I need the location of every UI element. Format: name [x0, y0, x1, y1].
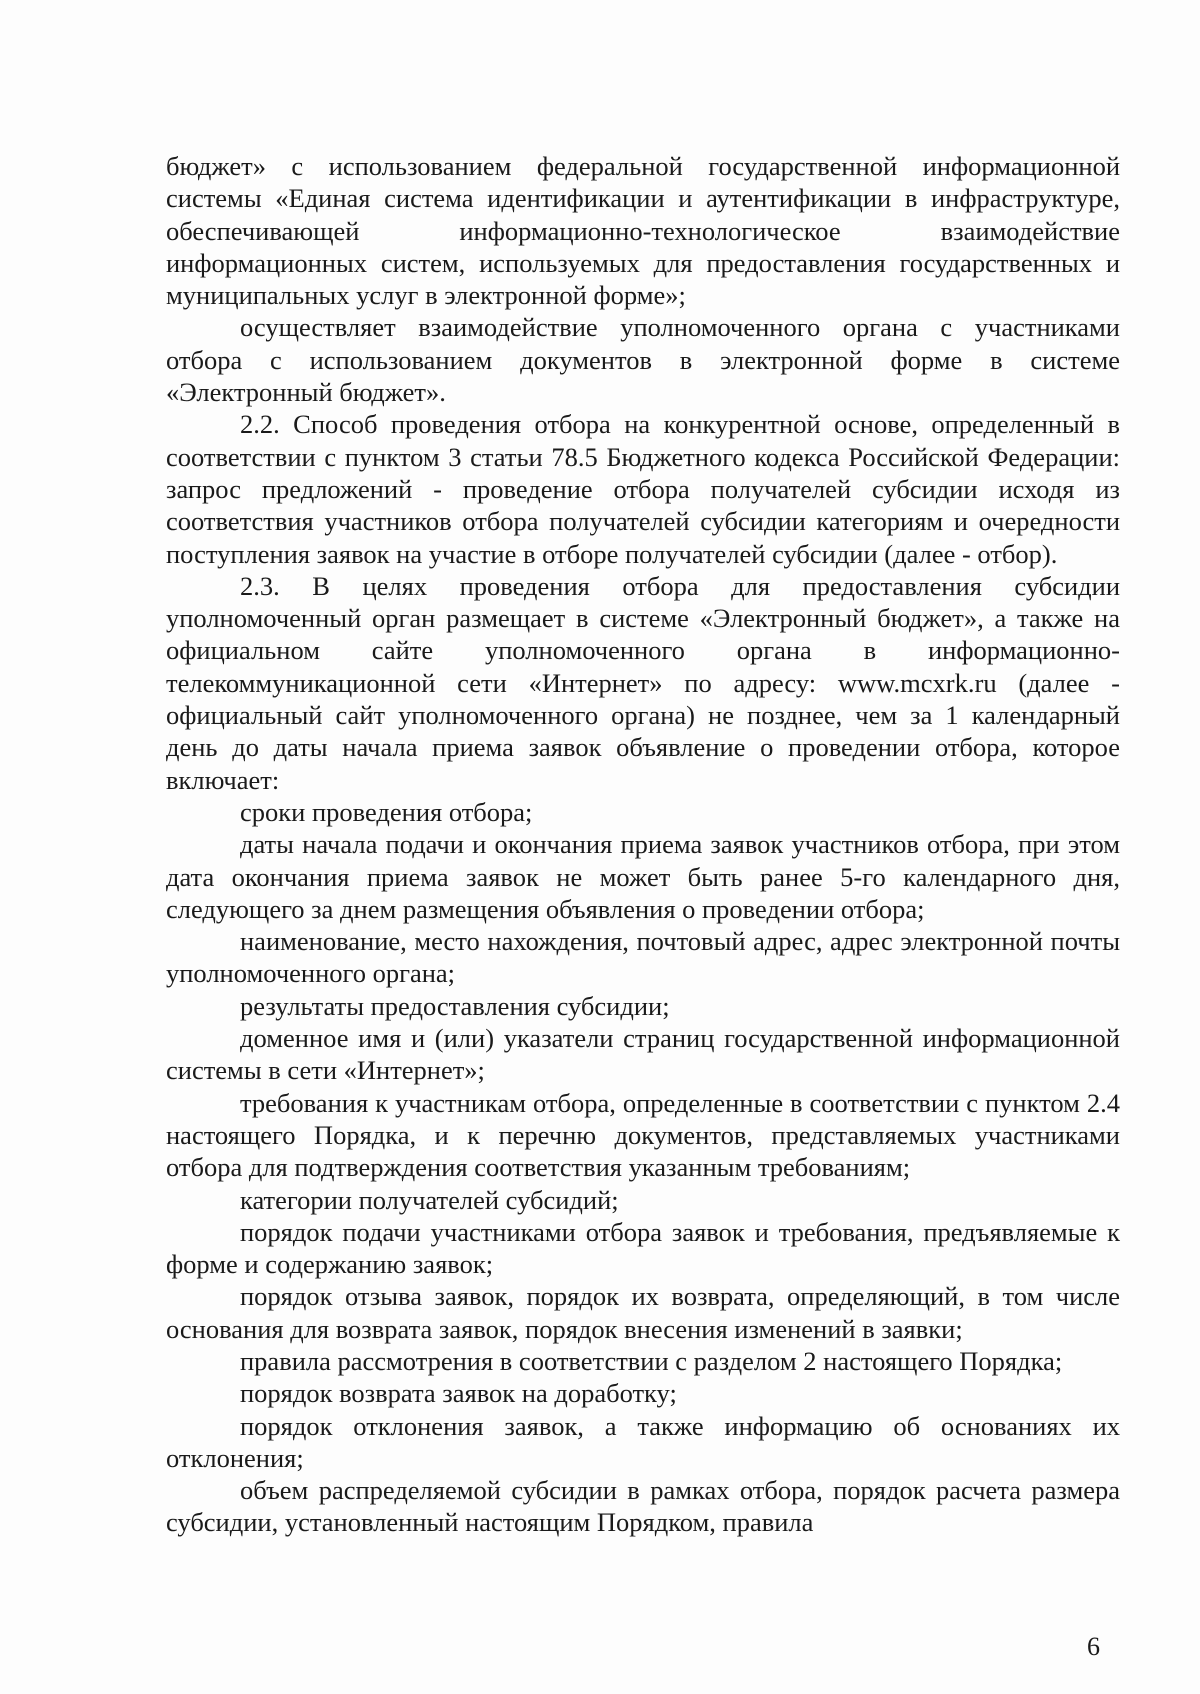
list-item-volume: объем распределяемой субсидии в рамках отбора, порядок расчета размера субсидии, установленный настоящим Порядком, правила	[166, 1475, 1120, 1538]
list-item-terms: сроки проведения отбора;	[240, 796, 533, 827]
list-item-requirements: требования к участникам отбора, определенные в соответствии с пунктом 2.4 настоящего Порядка, и к перечню документов, представляемых участниками отбора для подтверждения соответствия указанным требованиям;	[166, 1087, 1120, 1183]
list-item-domain: доменное имя и (или) указатели страниц государственной информационной системы в сети «Интернет»;	[166, 1023, 1120, 1086]
list-item-review-rules: правила рассмотрения в соответствии с разделом 2 настоящего Порядка;	[240, 1345, 1063, 1376]
list-item-results: результаты предоставления субсидии;	[240, 990, 670, 1021]
list-item-categories: категории получателей субсидий;	[240, 1184, 619, 1215]
list-item-withdrawal-order: порядок отзыва заявок, порядок их возврата, определяющий, в том числе основания для возврата заявок, порядок внесения изменений в заявки;	[166, 1281, 1120, 1344]
paragraph-continuation: бюджет» с использованием федеральной государственной информационной системы «Единая система идентификации и аутентификации в инфраструктуре, обеспечивающей информационно-технологическое взаимодействие информационных систем, используемых для предоставления государственных и муниципальных услуг в электронной форме»;	[166, 151, 1120, 311]
page-number: 6	[1087, 1632, 1100, 1661]
document-body	[166, 150, 1120, 1539]
list-item-name-address: наименование, место нахождения, почтовый адрес, адрес электронной почты уполномоченного органа;	[166, 926, 1120, 989]
list-item-submission-order: порядок подачи участниками отбора заявок и требования, предъявляемые к форме и содержанию заявок;	[166, 1216, 1120, 1280]
list-item-rejection-order: порядок отклонения заявок, а также информацию об основаниях их отклонения;	[166, 1410, 1120, 1473]
paragraph-interaction: осуществляет взаимодействие уполномоченного органа с участниками отбора с использованием документов в электронной форме в системе «Электронный бюджет».	[166, 312, 1120, 408]
list-item-dates: даты начала подачи и окончания приема заявок участников отбора, при этом дата окончания приема заявок не может быть ранее 5-го календарного дня, следующего за днем размещения объявления о проведении отбора;	[166, 829, 1120, 924]
paragraph-section-2-3: 2.3. В целях проведения отбора для предоставления субсидии уполномоченный орган размещает в системе «Электронный бюджет», а также на официальном сайте уполномоченного органа в информационно-телекоммуникационной сети «Интернет» по адресу: www.mcxrk.ru (далее - официальный сайт уполномоченного органа) не позднее, чем за 1 календарный день до даты начала приема заявок объявление о проведении отбора, которое включает:	[166, 570, 1120, 795]
list-item-return-order: порядок возврата заявок на доработку;	[240, 1378, 677, 1409]
paragraph-section-2-2: 2.2. Способ проведения отбора на конкурентной основе, определенный в соответствии с пунктом 3 статьи 78.5 Бюджетного кодекса Российской Федерации: запрос предложений - проведение отбора получателей субсидии исходя из соответствия участников отбора получателей субсидии категориям и очередности поступления заявок на участие в отборе получателей субсидии (далее - отбор).	[166, 409, 1120, 569]
